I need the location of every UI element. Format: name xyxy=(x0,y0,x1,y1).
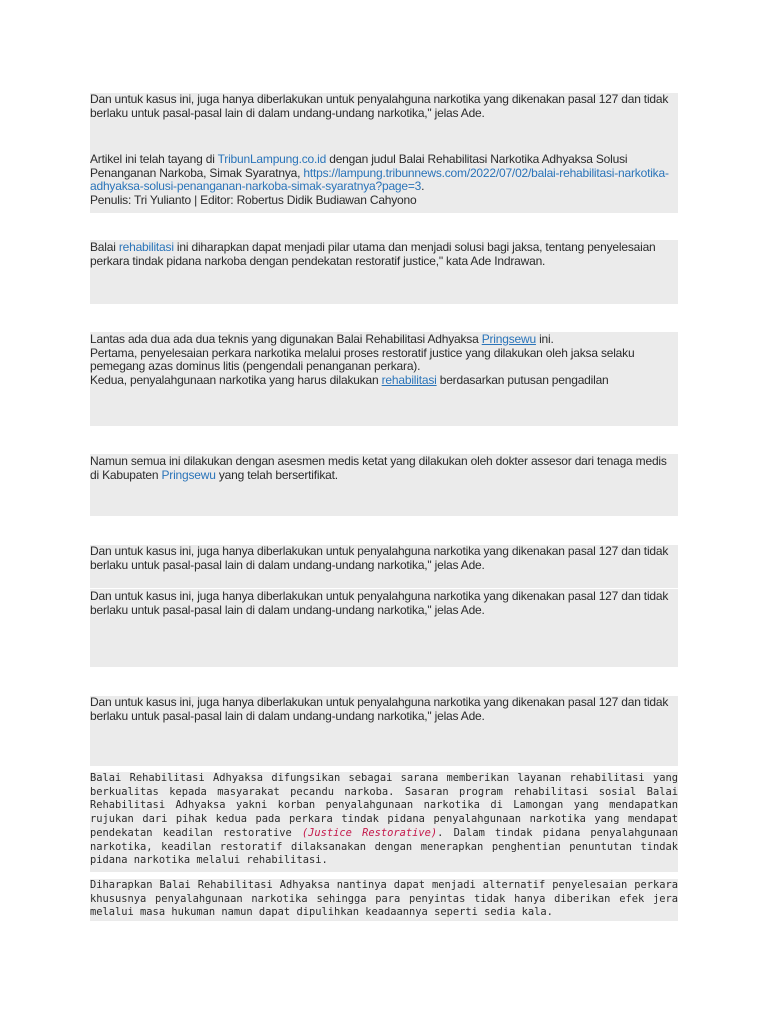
paragraph-8 xyxy=(90,696,678,766)
paragraph-10-text: Diharapkan Balai Rehabilitasi Adhyaksa nantinya dapat menjadi alternatif penyelesaian perkara khususnya penyalahgunaan narkotika sehingga para penyintas tidak hanya diberikan efek jera melalui masa hukuman namun dapat dipulihkan keadaannya seperti sedia kala. xyxy=(90,879,678,919)
paragraph-2-prefix: Artikel ini telah tayang di xyxy=(90,152,218,166)
rehabilitasi-link-2[interactable]: rehabilitasi xyxy=(381,372,437,387)
rehabilitasi-link[interactable]: rehabilitasi xyxy=(118,240,174,254)
pringsewu-link[interactable]: Pringsewu xyxy=(481,332,536,346)
spacer-band xyxy=(90,576,678,588)
paragraph-8-text: Dan untuk kasus ini, juga hanya diberlakukan untuk penyalahguna narkotika yang dikenakan pasal 127 dan tidak berlaku untuk pasal-pasal lain di dalam undang-undang narkotika," jelas Ade. xyxy=(90,695,672,723)
paragraph-9-suffix: . Dalam tindak pidana penyalahgunaan narkotika, keadilan restoratif dilaksanakan dengan menerapkan penghentian penuntutan tindak pidana narkotika melalui rehabilitasi. xyxy=(90,826,678,867)
paragraph-2 xyxy=(90,151,678,213)
tribun-site-link[interactable]: TribunLampung.co.id xyxy=(217,152,327,166)
paragraph-1 xyxy=(90,93,678,123)
paragraph-7 xyxy=(90,589,678,667)
paragraph-6-text: Dan untuk kasus ini, juga hanya diberlakukan untuk penyalahguna narkotika yang dikenakan pasal 127 dan tidak berlaku untuk pasal-pasal lain di dalam undang-undang narkotika," jelas Ade. xyxy=(90,544,672,572)
paragraph-2-middle: dengan judul Balai Rehabilitasi Narkotika Adhyaksa Solusi Penanganan Narkoba, Simak Syaratnya, xyxy=(90,152,631,180)
paragraph-4-line3-suffix: berdasarkan putusan pengadilan xyxy=(436,372,609,387)
paragraph-3 xyxy=(90,240,678,304)
paragraph-3-prefix: Balai xyxy=(90,240,119,254)
paragraph-4-line2: Pertama, penyelesaian perkara narkotika melalui proses restoratif justice yang dilakukan oleh jaksa selaku pemegang azas dominus litis (pengendali penanganan perkara). xyxy=(90,345,638,374)
article-url-link[interactable]: https://lampung.tribunnews.com/2022/07/02/balai-rehabilitasi-narkotika-adhyaksa-solusi-penanganan-narkoba-simak-syaratnya?page=3 xyxy=(90,165,669,194)
paragraph-6 xyxy=(90,545,678,576)
paragraph-9-main: Balai Rehabilitasi Adhyaksa difungsikan sebagai sarana memberikan layanan rehabilitasi yang berkualitas kepada masyarakat pecandu narkoba. Sasaran program rehabilitasi sosial Balai Rehabilitasi Adhyaksa yakni korban penyalahgunaan narkotika di Lamongan yang mendapatkan rujukan dari pihak kedua pada perkara tindak pidana penyalahgunaan narkotika yang mendapat pendekatan keadilan restorative xyxy=(90,772,678,839)
paragraph-4-line1-prefix: Lantas ada dua ada dua teknis yang digunakan Balai Rehabilitasi Adhyaksa xyxy=(90,332,482,346)
paragraph-4 xyxy=(90,332,678,426)
spacer-band xyxy=(90,123,678,151)
paragraph-9 xyxy=(90,772,678,872)
paragraph-7-text: Dan untuk kasus ini, juga hanya diberlakukan untuk penyalahguna narkotika yang dikenakan pasal 127 dan tidak berlaku untuk pasal-pasal lain di dalam undang-undang narkotika," jelas Ade. xyxy=(90,589,672,617)
justice-restorative-term: (Justice Restorative) xyxy=(301,826,438,839)
paragraph-5-prefix: Namun semua ini dilakukan dengan asesmen medis ketat yang dilakukan oleh dokter assesor dari tenaga medis di Kabupaten xyxy=(90,454,670,482)
pringsewu-link-2[interactable]: Pringsewu xyxy=(161,467,216,482)
paragraph-2-suffix: . xyxy=(421,179,425,194)
paragraph-5-suffix: yang telah bersertifikat. xyxy=(215,467,338,482)
credit-line: Penulis: Tri Yulianto | Editor: Robertus Didik Budiawan Cahyono xyxy=(90,192,417,207)
paragraph-3-suffix: ini diharapkan dapat menjadi pilar utama dan menjadi solusi bagi jaksa, tentang penyelesaian perkara tindak pidana narkoba dengan pendekatan restoratif justice," kata Ade Indrawan. xyxy=(90,240,659,268)
paragraph-1-text: Dan untuk kasus ini, juga hanya diberlakukan untuk penyalahguna narkotika yang dikenakan pasal 127 dan tidak berlaku untuk pasal-pasal lain di dalam undang-undang narkotika," jelas Ade. xyxy=(90,92,672,120)
paragraph-10 xyxy=(90,879,678,921)
paragraph-5 xyxy=(90,454,678,516)
paragraph-4-line3-prefix: Kedua, penyalahgunaan narkotika yang harus dilakukan xyxy=(90,372,382,387)
paragraph-4-line1-suffix: ini. xyxy=(535,332,554,346)
